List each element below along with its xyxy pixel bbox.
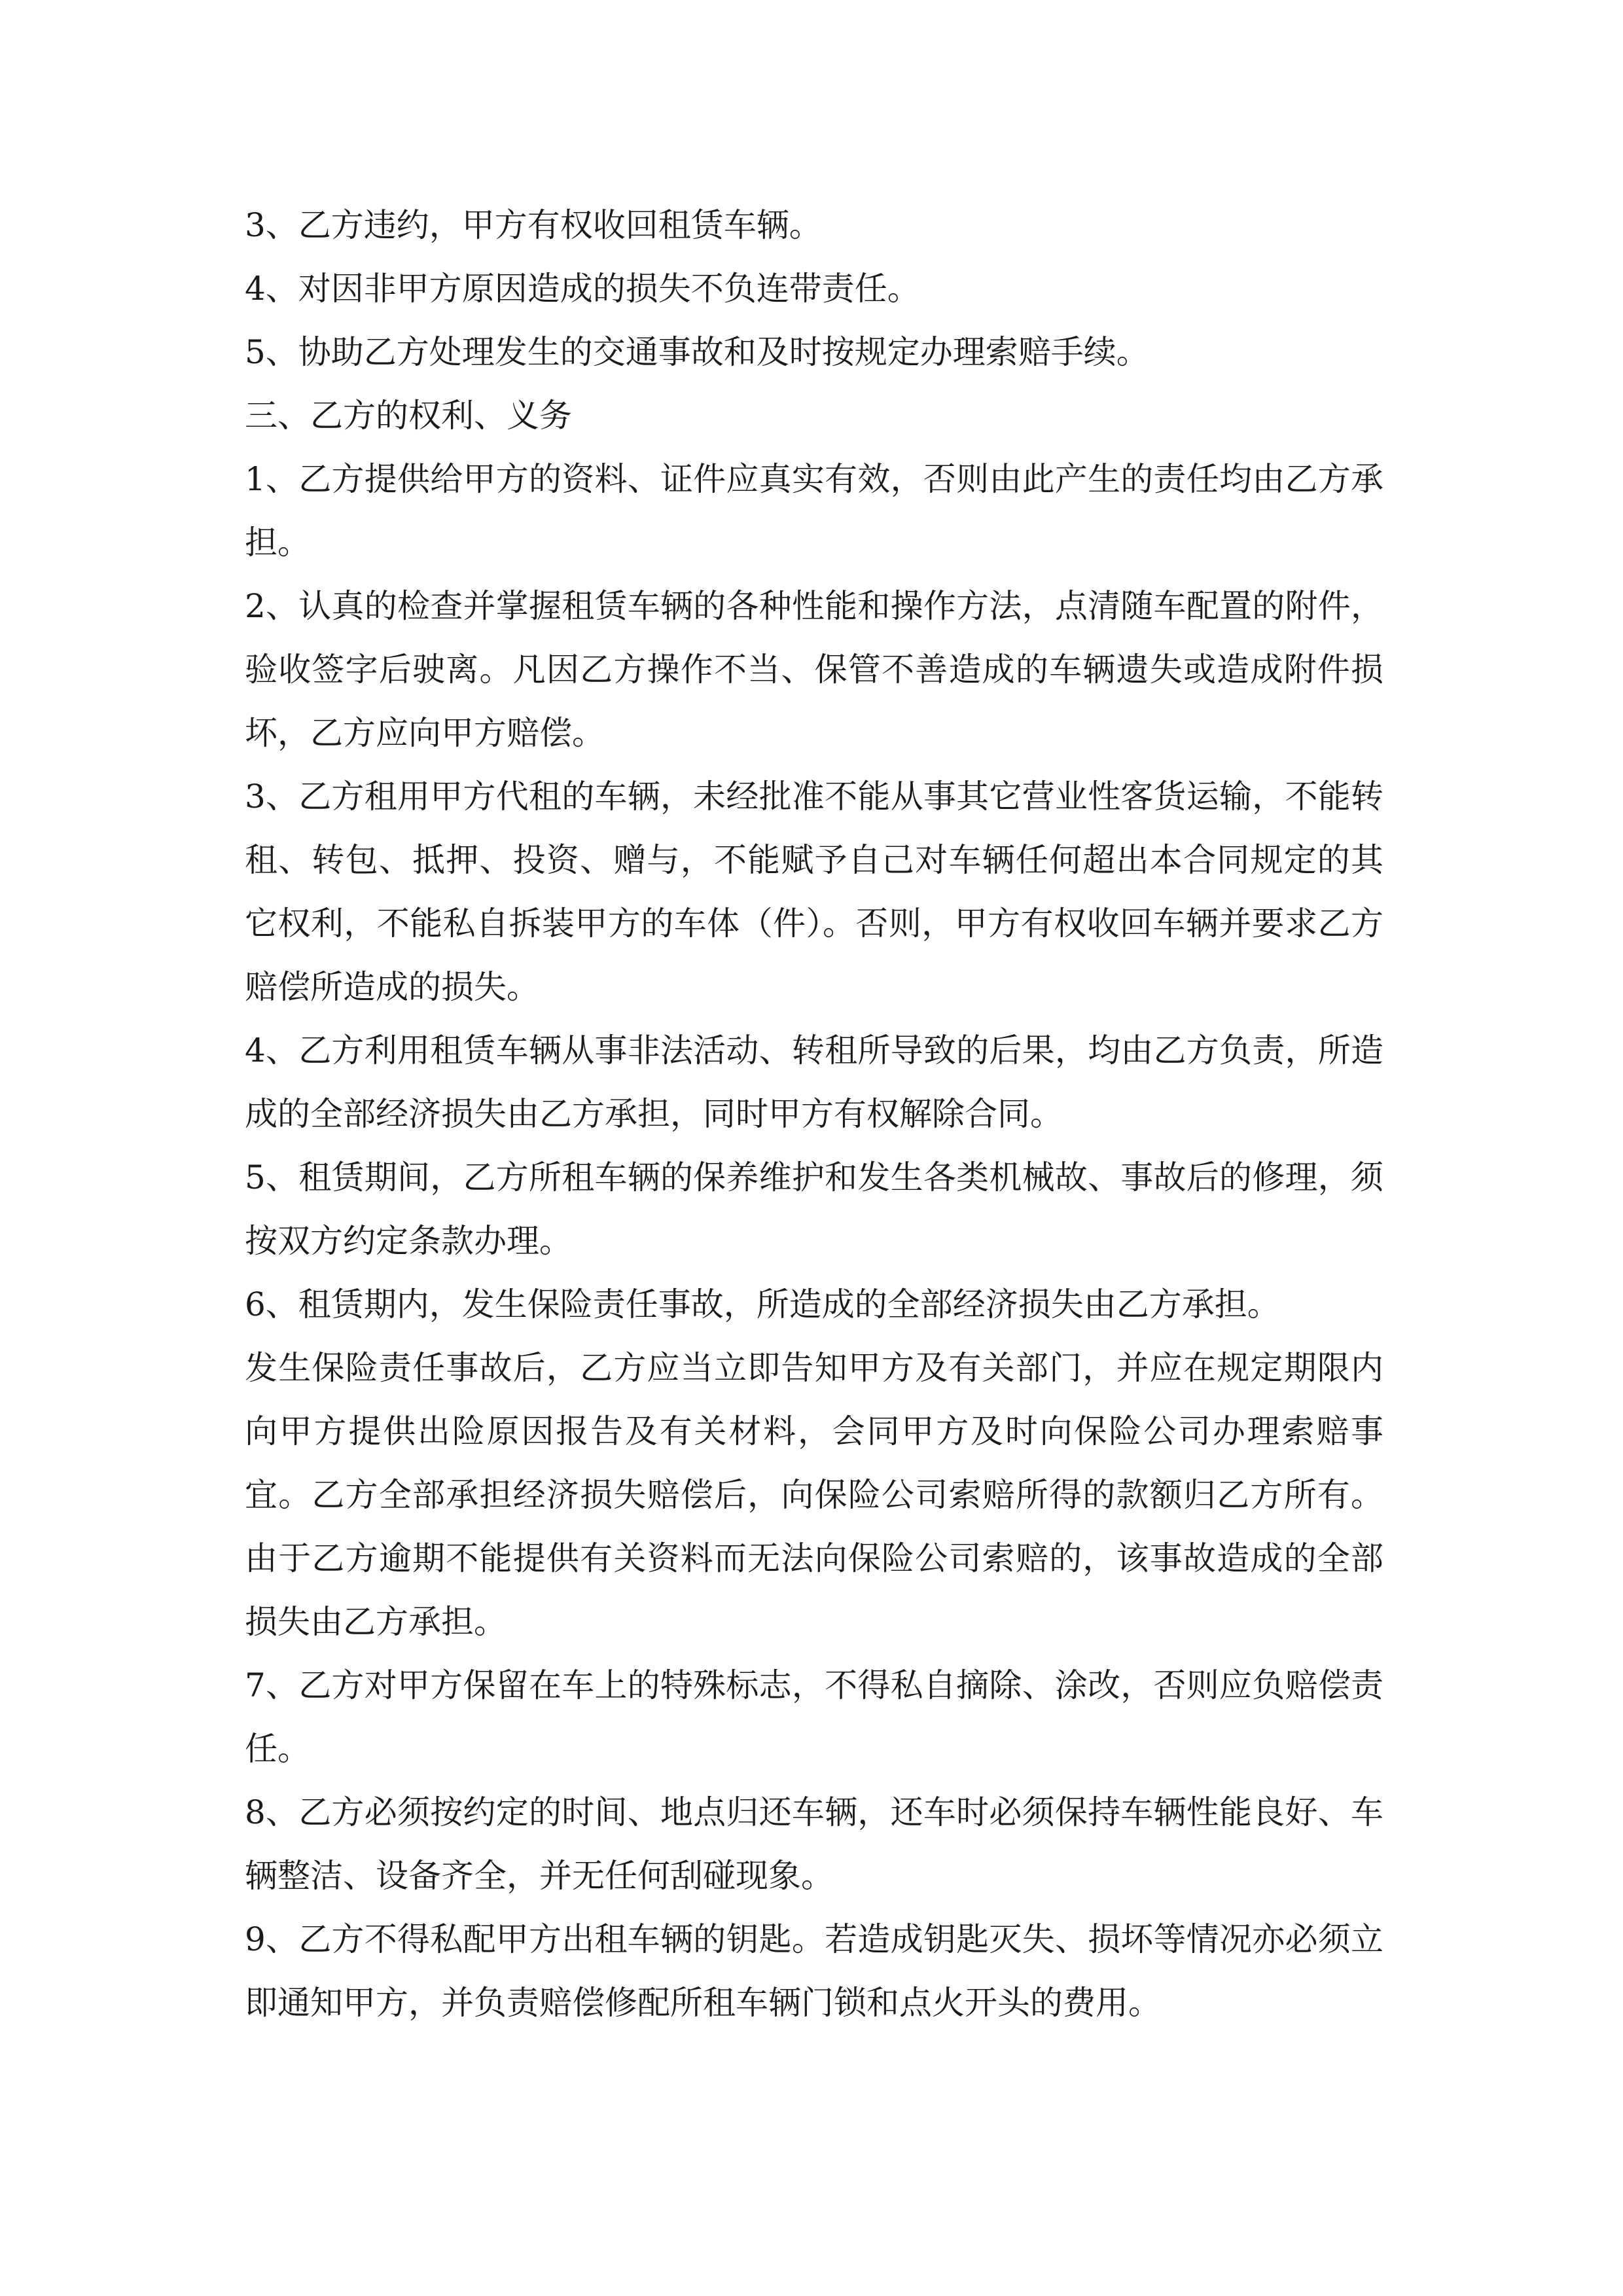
clause-paragraph: 5、租赁期间，乙方所租车辆的保养维护和发生各类机械故、事故后的修理，须按双方约定条款办理。 xyxy=(245,1158,1383,1260)
clause-paragraph: 发生保险责任事故后，乙方应当立即告知甲方及有关部门，并应在规定期限内向甲方提供出险原因报告及有关材料，会同甲方及时向保险公司办理索赔事宜。乙方全部承担经济损失赔偿后，向保险公司索赔所得的款额归乙方所有。由于乙方逾期不能提供有关资料而无法向保险公司索赔的，该事故造成的全部损失由乙方承担。 xyxy=(245,1349,1383,1641)
clause-paragraph: 3、乙方租用甲方代租的车辆，未经批准不能从事其它营业性客货运输，不能转租、转包、抵押、投资、赠与，不能赋予自己对车辆任何超出本合同规定的其它权利，不能私自拆装甲方的车体（件）。否则，甲方有权收回车辆并要求乙方赔偿所造成的损失。 xyxy=(245,778,1383,1006)
clause-paragraph: 2、认真的检查并掌握租赁车辆的各种性能和操作方法，点清随车配置的附件，验收签字后驶离。凡因乙方操作不当、保管不善造成的车辆遗失或造成附件损坏，乙方应向甲方赔偿。 xyxy=(245,587,1383,752)
clause-paragraph: 7、乙方对甲方保留在车上的特殊标志，不得私自摘除、涂改，否则应负赔偿责任。 xyxy=(245,1666,1383,1768)
clause-paragraph: 8、乙方必须按约定的时间、地点归还车辆，还车时必须保持车辆性能良好、车辆整洁、设备齐全，并无任何刮碰现象。 xyxy=(245,1793,1383,1895)
section-heading: 三、乙方的权利、义务 xyxy=(245,397,572,435)
clause-paragraph: 4、对因非甲方原因造成的损失不负连带责任。 xyxy=(245,270,920,308)
clause-paragraph: 4、乙方利用租赁车辆从事非法活动、转租所导致的后果，均由乙方负责，所造成的全部经济损失由乙方承担，同时甲方有权解除合同。 xyxy=(245,1031,1383,1133)
clause-paragraph: 6、租赁期内，发生保险责任事故，所造成的全部经济损失由乙方承担。 xyxy=(245,1285,1280,1323)
clause-paragraph: 9、乙方不得私配甲方出租车辆的钥匙。若造成钥匙灭失、损坏等情况亦必须立即通知甲方，并负责赔偿修配所租车辆门锁和点火开头的费用。 xyxy=(245,1920,1383,2022)
clause-paragraph: 1、乙方提供给甲方的资料、证件应真实有效，否则由此产生的责任均由乙方承担。 xyxy=(245,460,1383,562)
clause-paragraph: 3、乙方违约，甲方有权收回租赁车辆。 xyxy=(245,206,822,244)
clause-paragraph: 5、协助乙方处理发生的交通事故和及时按规定办理索赔手续。 xyxy=(245,333,1149,371)
document-body xyxy=(245,194,1383,2035)
